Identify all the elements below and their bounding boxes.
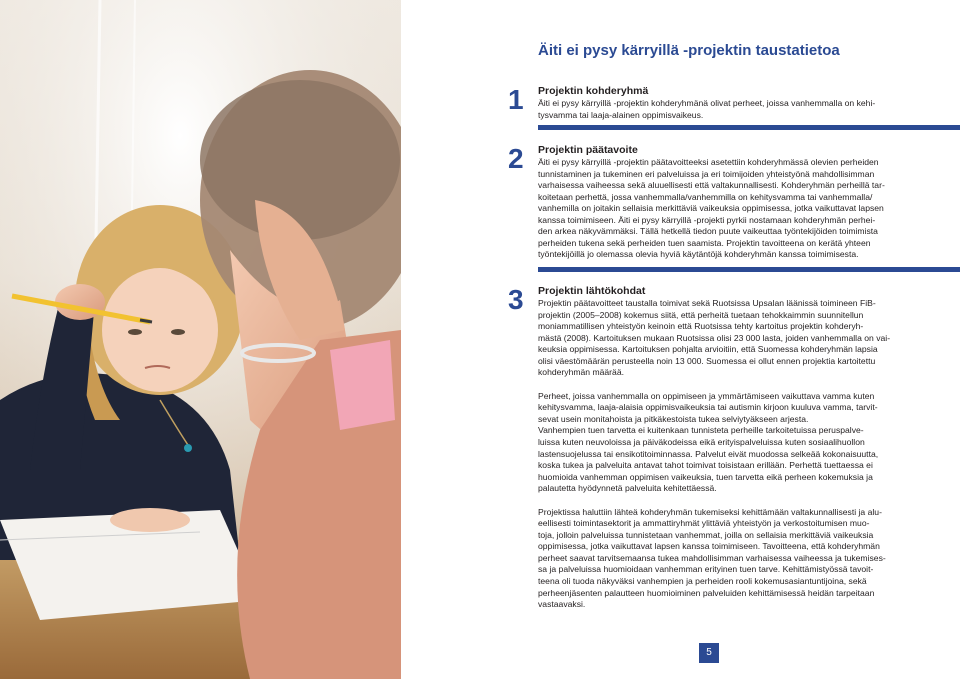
page-title: Äiti ei pysy kärryillä -projektin taustatietoa: [538, 42, 840, 59]
text-line: kanssa toimimiseen. Äiti ei pysy kärryillä -projekti pyrkii nostamaan kohderyhmän perhei-: [538, 214, 876, 225]
text-line: koitetaan perhettä, jossa vanhemmalla/vanhemmilla on kehitysvamma tai vanhemmalla/: [538, 191, 873, 202]
text-line: mästä (2008). Kartoituksen mukaan Ruotsissa olisi 23 000 lasta, joiden vanhemmalla on vai-: [538, 332, 891, 343]
photo-illustration: [0, 0, 401, 679]
text-line: Vanhempien tuen tarvetta ei kuitenkaan tunnisteta perheille tarkoitetuissa peruspalve-: [538, 425, 864, 436]
text-line: kohderyhmän määrää.: [538, 367, 624, 378]
text-line: varhaisessa vaiheessa sekä aluuellisesti että valtakunnallisesti. Kohderyhmän perheillä tar-: [538, 180, 885, 191]
section-title: Projektin kohderyhmä: [538, 85, 649, 97]
section-text: [538, 157, 910, 261]
text-line: moniammatillisen yhteistyön keinoin että Ruotsissa tehty kartoitus projektin kohderyh-: [538, 321, 864, 332]
text-line: teena oli tuoda näkyväksi vanhempien ja perheiden rooli kokemusasiantuntijoina, sekä: [538, 576, 867, 587]
text-line: tunnistaminen ja tukeminen eri palveluissa ja eri toimijoiden yhteistyönä mahdollisimman: [538, 168, 875, 179]
text-line: sevat usein monitahoista ja pitkäkestoista tukea selviytyäkseen arjesta.: [538, 413, 809, 424]
text-line: toja, jolloin palveluissa tunnistetaan vanhemmat, joilla on sellaisia merkittäviä vaikeuksia: [538, 529, 874, 540]
text-line: perheenjäsenten palautteen huomioiminen palveluiden kehittämisessä heidän tarpeitaan: [538, 587, 875, 598]
text-line: olisi väestömäärän perusteella noin 13 000. Suomessa ei ollut ennen projektia kartoitettu: [538, 355, 876, 366]
text-line: sa ja palveluissa huomioidaan vanhemman erityinen tuen tarve. Kehittämistyössä tavoit-: [538, 564, 874, 575]
section-divider: [538, 125, 960, 130]
text-line: Projektin päätavoitteet taustalla toimivat sekä Ruotsissa Upsalan läänissä toimineen FiB-: [538, 298, 876, 308]
text-line: perheiden tukena sekä perheiden tuen saamista. Projektin tavoitteena on kerätä yhteen: [538, 237, 871, 248]
text-line: tysvamma tai laaja-alainen oppimisvaikeus.: [538, 109, 704, 120]
text-line: projektin (2005–2008) kokemus siitä, että perheitä tuetaan tehokkaimmin suunnitellun: [538, 309, 864, 320]
text-line: Äiti ei pysy kärryillä -projektin kohderyhmänä olivat perheet, joissa vanhemmalla on kehi-: [538, 98, 876, 108]
text-line: vanhemilla on joitakin sellaisia merkittäviä vaikeuksia oppimisessa, jotka vaikuttavat lapsen: [538, 203, 884, 214]
text-line: den arkea näkyvämmäksi. Tällä hetkellä tiedon puute vaikeuttaa työntekijöiden toimimista: [538, 226, 878, 237]
section-paragraph: [538, 391, 910, 495]
text-line: kehitysvamma, laaja-alaisia oppimisvaikeuksia tai autismin kirjoon kuuluva vamma, tarvit-: [538, 402, 878, 413]
text-line: lastensuojelussa tai ensikotitoiminnassa. Palvelut eivät muodossa selkeää kokonaisuutta,: [538, 448, 879, 459]
text-line: vastaavaksi.: [538, 599, 586, 610]
text-line: eellisesti toimintasektorit ja ammattiryhmät ylittäviä yhteistyön ja verkostoitumisen muo-: [538, 518, 870, 529]
text-column: [500, 0, 920, 679]
cover-photo: [0, 0, 401, 679]
page-number: 5: [699, 643, 719, 663]
text-line: työntekijöillä jo olemassa olevia hyviä käytäntöjä kohderyhmän kanssa toimimisesta.: [538, 249, 859, 260]
section-divider: [538, 267, 960, 272]
text-line: Äiti ei pysy kärryillä -projektin päätavoitteeksi asetettiin kohderyhmässä olevien perheiden: [538, 157, 879, 167]
section-number: 1: [508, 84, 524, 115]
text-line: huomioida vanhemman oppimisen vaikeuksia, tuen tarvetta eikä perheen kokemuksia ja: [538, 471, 873, 482]
text-line: perheet saavat tarvitsemaansa tukea mahdollisimman varhaisessa vaiheessa ja tukemises-: [538, 552, 886, 563]
section-paragraph: [538, 507, 910, 611]
section-text: [538, 98, 910, 121]
section-title: Projektin lähtökohdat: [538, 285, 646, 297]
text-line: palautetta hyödynnetä palveluita kehitettäessä.: [538, 483, 717, 494]
text-line: oppimisessa, jotka vaikuttavat lapsen kanssa toimimiseen. Tavoitteena, että kohderyhmän: [538, 541, 880, 552]
text-line: luissa kuten neuvoloissa ja päiväkodeissa eikä erityispalveluissa kuten sosiaalihuollon: [538, 437, 865, 448]
text-line: koska tukea ja palveluita antavat tahot toimivat toisistaan erillään. Perhettä tuettaessa ei: [538, 460, 873, 471]
section-title: Projektin päätavoite: [538, 144, 638, 156]
section-number: 2: [508, 143, 524, 174]
section-paragraph: [538, 298, 910, 379]
text-line: Projektissa haluttiin lähteä kohderyhmän tukemiseksi kehittämään valtakunnallisesti ja alu-: [538, 506, 882, 517]
section-number: 3: [508, 284, 524, 315]
text-line: keuksia oppimisessa. Kartoituksen pohjalta arvioitiin, että Suomessa kohderyhmän lapsia: [538, 344, 878, 355]
text-line: Perheet, joissa vanhemmalla on oppimiseen ja ymmärtämiseen vaikuttava vamma kuten: [538, 390, 875, 401]
